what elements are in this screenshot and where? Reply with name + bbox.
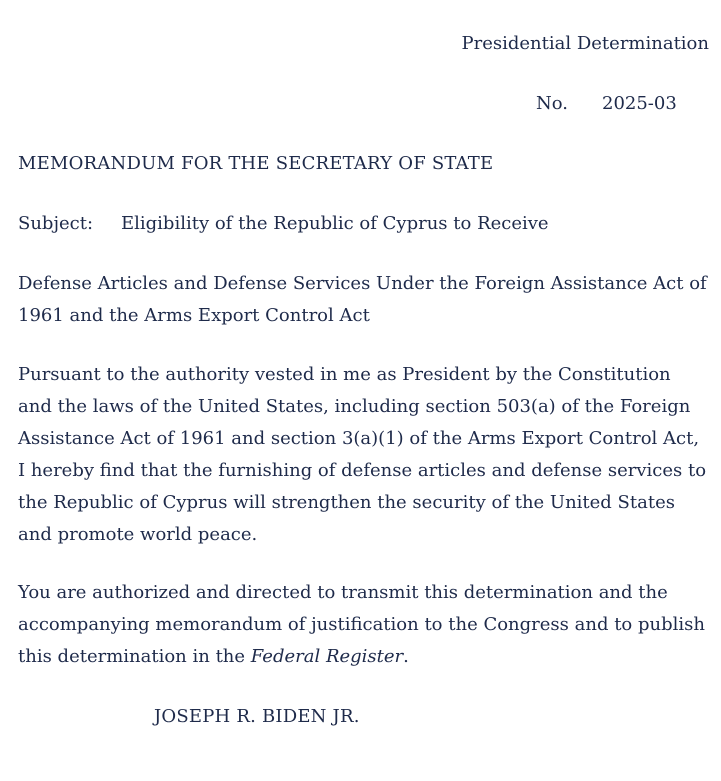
signature-name: JOSEPH R. BIDEN JR.: [154, 706, 360, 727]
body-paragraph-1: Pursuant to the authority vested in me as President by the Constitution and the laws of the United States, including section 503(a) of the Foreign Assistance Act of 1961 and section 3(a)(1) of the Arms Export Control Act, I hereby find that the furnishing of defense articles and defense services to the Republic of Cyprus will strengthen the security of the United States and promote world peace.: [18, 364, 707, 545]
determination-title: Presidential Determination: [461, 33, 709, 54]
body-paragraph-2: [18, 577, 708, 673]
determination-number: [536, 88, 677, 120]
number-value: 2025-03: [602, 93, 677, 114]
paragraph-2-text: You are authorized and directed to transmit this determination and the accompanying memorandum of justification to the Congress and to publish this determination in the: [18, 582, 705, 667]
paragraph-2-end: .: [403, 646, 409, 667]
memo-addressee: MEMORANDUM FOR THE SECRETARY OF STATE: [18, 153, 494, 174]
subject-label: Subject:: [18, 213, 94, 234]
subject-text: Eligibility of the Republic of Cyprus to Receive: [121, 213, 549, 234]
number-label: No.: [536, 93, 568, 114]
subject-line: [18, 208, 708, 240]
federal-register-title: Federal Register: [250, 646, 404, 667]
subject-continuation: Defense Articles and Defense Services Under the Foreign Assistance Act of 1961 and the Arms Export Control Act: [18, 273, 707, 326]
